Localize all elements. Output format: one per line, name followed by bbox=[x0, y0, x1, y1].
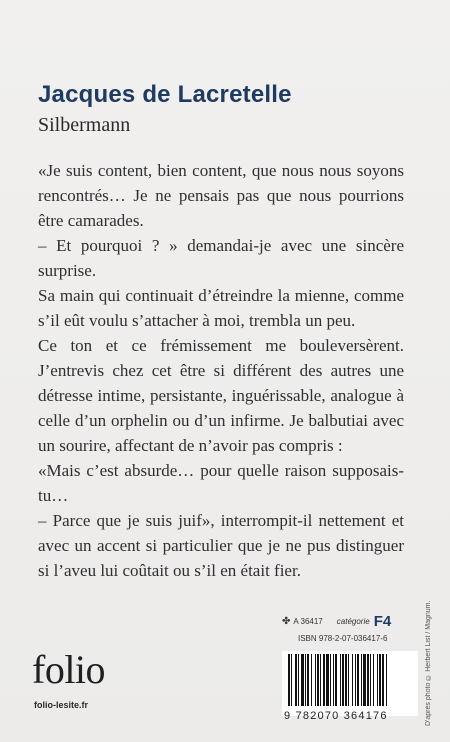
excerpt-paragraph: «Mais c’est absurde… pour quelle raison supposais-tu… bbox=[38, 461, 404, 505]
barcode-bar bbox=[361, 654, 362, 706]
barcode-bar bbox=[382, 654, 384, 706]
barcode-bar bbox=[342, 654, 344, 706]
barcode-bar bbox=[370, 654, 371, 706]
barcode-bar bbox=[357, 654, 359, 706]
barcode-bar bbox=[352, 654, 353, 706]
excerpt-paragraph: Ce ton et ce frémissement me bouleversèrent. J’entrevis chez cet être si différent des autres une détresse intime, persistante, inguérissable, analogue à celle d’un orphelin ou d’un infirme. Je balbutiai avec un sourire, affectant de n’avoir pas compris : bbox=[38, 336, 404, 455]
barcode-bar bbox=[288, 654, 290, 706]
barcode-bars bbox=[288, 654, 412, 710]
folio-logo: folio bbox=[32, 647, 106, 692]
barcode-bar bbox=[320, 654, 321, 706]
barcode-bar bbox=[301, 654, 304, 706]
category-label: catégorie bbox=[336, 617, 370, 626]
barcode-bar bbox=[315, 654, 316, 706]
publisher-website: folio-lesite.fr bbox=[34, 700, 89, 710]
excerpt-paragraph: Sa main qui continuait d’étreindre la mienne, comme s’il eût voulu s’attacher à moi, trembla un peu. bbox=[38, 286, 404, 330]
barcode-bar bbox=[333, 654, 334, 706]
barcode-bar bbox=[323, 654, 325, 706]
barcode-bar bbox=[330, 654, 331, 706]
barcode-bar bbox=[305, 654, 306, 706]
barcode-bar bbox=[363, 654, 366, 706]
barcode-bar bbox=[379, 654, 381, 706]
author-name: Jacques de Lacretelle bbox=[38, 81, 292, 108]
barcode-bar bbox=[345, 654, 347, 706]
barcode-bar bbox=[311, 654, 312, 706]
barcode-bar bbox=[291, 654, 292, 706]
barcode-bar bbox=[348, 654, 349, 706]
price-code: F4 bbox=[373, 613, 392, 630]
barcode-bar bbox=[317, 654, 319, 706]
excerpt-paragraph: «Je suis content, bien content, que nous nous soyons rencontrés… Je ne pensais pas que nous pourrions être camarades. bbox=[38, 161, 404, 230]
barcode-bar bbox=[367, 654, 369, 706]
folio-symbol-icon: ✤ bbox=[282, 616, 291, 627]
barcode-bar bbox=[295, 654, 297, 706]
barcode-bar bbox=[340, 654, 341, 706]
barcode-bar bbox=[377, 654, 378, 706]
barcode-bar bbox=[386, 654, 387, 706]
excerpt-paragraph: – Et pourquoi ? » demandai-je avec une sincère surprise. bbox=[38, 236, 404, 280]
excerpt-paragraph: – Parce que je suis juif», interrompit-il nettement et avec un accent si particulier que je ne pus distinguer si l’aveu lui coûtait ou s’il en était fier. bbox=[38, 511, 404, 580]
isbn: ISBN 978-2-07-036417-6 bbox=[298, 634, 388, 643]
ean-number: 9 782070 364176 bbox=[284, 710, 388, 722]
photo-credit: D'après photo © Herbert List / Magnum. bbox=[425, 600, 432, 726]
catalog-codes bbox=[282, 613, 391, 630]
barcode-bar bbox=[335, 654, 337, 706]
barcode bbox=[282, 651, 418, 716]
barcode-bar bbox=[355, 654, 356, 706]
book-title: Silbermann bbox=[38, 114, 131, 136]
barcode-bar bbox=[326, 654, 329, 706]
article-number: A 36417 bbox=[293, 617, 323, 626]
barcode-bar bbox=[298, 654, 299, 706]
barcode-bar bbox=[307, 654, 309, 706]
barcode-bar bbox=[373, 654, 374, 706]
excerpt bbox=[38, 158, 404, 583]
